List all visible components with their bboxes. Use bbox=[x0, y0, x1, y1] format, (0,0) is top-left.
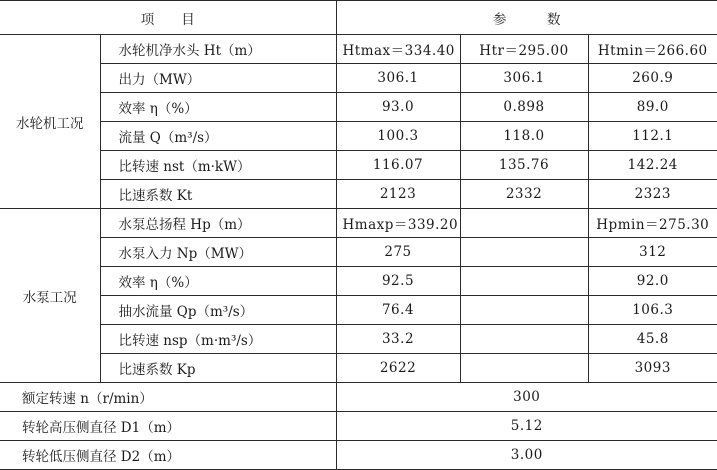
table-row bbox=[0, 325, 717, 354]
cell: Hpmin＝275.30 bbox=[588, 209, 717, 238]
table-row bbox=[0, 151, 717, 180]
cell: Htmin＝266.60 bbox=[588, 35, 717, 64]
cell: Hmaxp＝339.20 bbox=[336, 209, 460, 238]
cell-empty bbox=[460, 354, 588, 383]
row-label: 水泵总扬程 Hp（m） bbox=[100, 209, 336, 238]
cell: 2332 bbox=[460, 180, 588, 209]
row-label: 比速系数 Kp bbox=[100, 354, 336, 383]
cell: 260.9 bbox=[588, 64, 717, 93]
cell-empty bbox=[460, 325, 588, 354]
table-row bbox=[0, 209, 717, 238]
table-row bbox=[0, 296, 717, 325]
cell: 100.3 bbox=[336, 122, 460, 151]
cell: 92.5 bbox=[336, 267, 460, 296]
cell-empty bbox=[460, 209, 588, 238]
cell: 76.4 bbox=[336, 296, 460, 325]
cell: 2123 bbox=[336, 180, 460, 209]
cell: 306.1 bbox=[460, 64, 588, 93]
table-row bbox=[0, 412, 717, 441]
cell: 92.0 bbox=[588, 267, 717, 296]
row-label: 额定转速 n（r/min） bbox=[0, 383, 336, 412]
cell: 306.1 bbox=[336, 64, 460, 93]
cell: 33.2 bbox=[336, 325, 460, 354]
cell: 112.1 bbox=[588, 122, 717, 151]
row-label: 比转速 nsp（m·m³/s） bbox=[100, 325, 336, 354]
cell: 118.0 bbox=[460, 122, 588, 151]
cell: 93.0 bbox=[336, 93, 460, 122]
cell-empty bbox=[460, 267, 588, 296]
cell: 275 bbox=[336, 238, 460, 267]
row-label: 水泵入力 Np（MW） bbox=[100, 238, 336, 267]
cell: 2323 bbox=[588, 180, 717, 209]
table-row bbox=[0, 267, 717, 296]
cell: 116.07 bbox=[336, 151, 460, 180]
row-label: 转轮高压侧直径 D1（m） bbox=[0, 412, 336, 441]
row-label: 水轮机净水头 Ht（m） bbox=[100, 35, 336, 64]
cell: Htmax＝334.40 bbox=[336, 35, 460, 64]
cell: 135.76 bbox=[460, 151, 588, 180]
header-row bbox=[0, 1, 717, 35]
cell: 106.3 bbox=[588, 296, 717, 325]
cell: 89.0 bbox=[588, 93, 717, 122]
table-row bbox=[0, 180, 717, 209]
row-label: 出力（MW） bbox=[100, 64, 336, 93]
cell: 312 bbox=[588, 238, 717, 267]
cell: 3093 bbox=[588, 354, 717, 383]
header-param: 参 数 bbox=[336, 1, 717, 35]
table-row bbox=[0, 441, 717, 470]
row-label: 转轮低压侧直径 D2（m） bbox=[0, 441, 336, 470]
row-label: 效率 η（%） bbox=[100, 267, 336, 296]
table-row bbox=[0, 238, 717, 267]
row-label: 流量 Q（m³/s） bbox=[100, 122, 336, 151]
row-label: 比速系数 Kt bbox=[100, 180, 336, 209]
cell: Htr＝295.00 bbox=[460, 35, 588, 64]
table-row bbox=[0, 93, 717, 122]
cell-empty bbox=[460, 296, 588, 325]
table-row bbox=[0, 383, 717, 412]
cell: 5.12 bbox=[336, 412, 717, 441]
table-row bbox=[0, 354, 717, 383]
row-label: 比转速 nst（m·kW） bbox=[100, 151, 336, 180]
row-label: 效率 η（%） bbox=[100, 93, 336, 122]
table-row bbox=[0, 35, 717, 64]
group-label-turbine: 水轮机工况 bbox=[0, 35, 100, 209]
cell: 3.00 bbox=[336, 441, 717, 470]
row-label: 抽水流量 Qp（m³/s） bbox=[100, 296, 336, 325]
cell: 2622 bbox=[336, 354, 460, 383]
group-label-pump: 水泵工况 bbox=[0, 209, 100, 383]
cell: 45.8 bbox=[588, 325, 717, 354]
cell: 0.898 bbox=[460, 93, 588, 122]
cell: 142.24 bbox=[588, 151, 717, 180]
table-row bbox=[0, 122, 717, 151]
cell-empty bbox=[460, 238, 588, 267]
header-item: 项 目 bbox=[0, 1, 336, 35]
cell: 300 bbox=[336, 383, 717, 412]
table-row bbox=[0, 64, 717, 93]
